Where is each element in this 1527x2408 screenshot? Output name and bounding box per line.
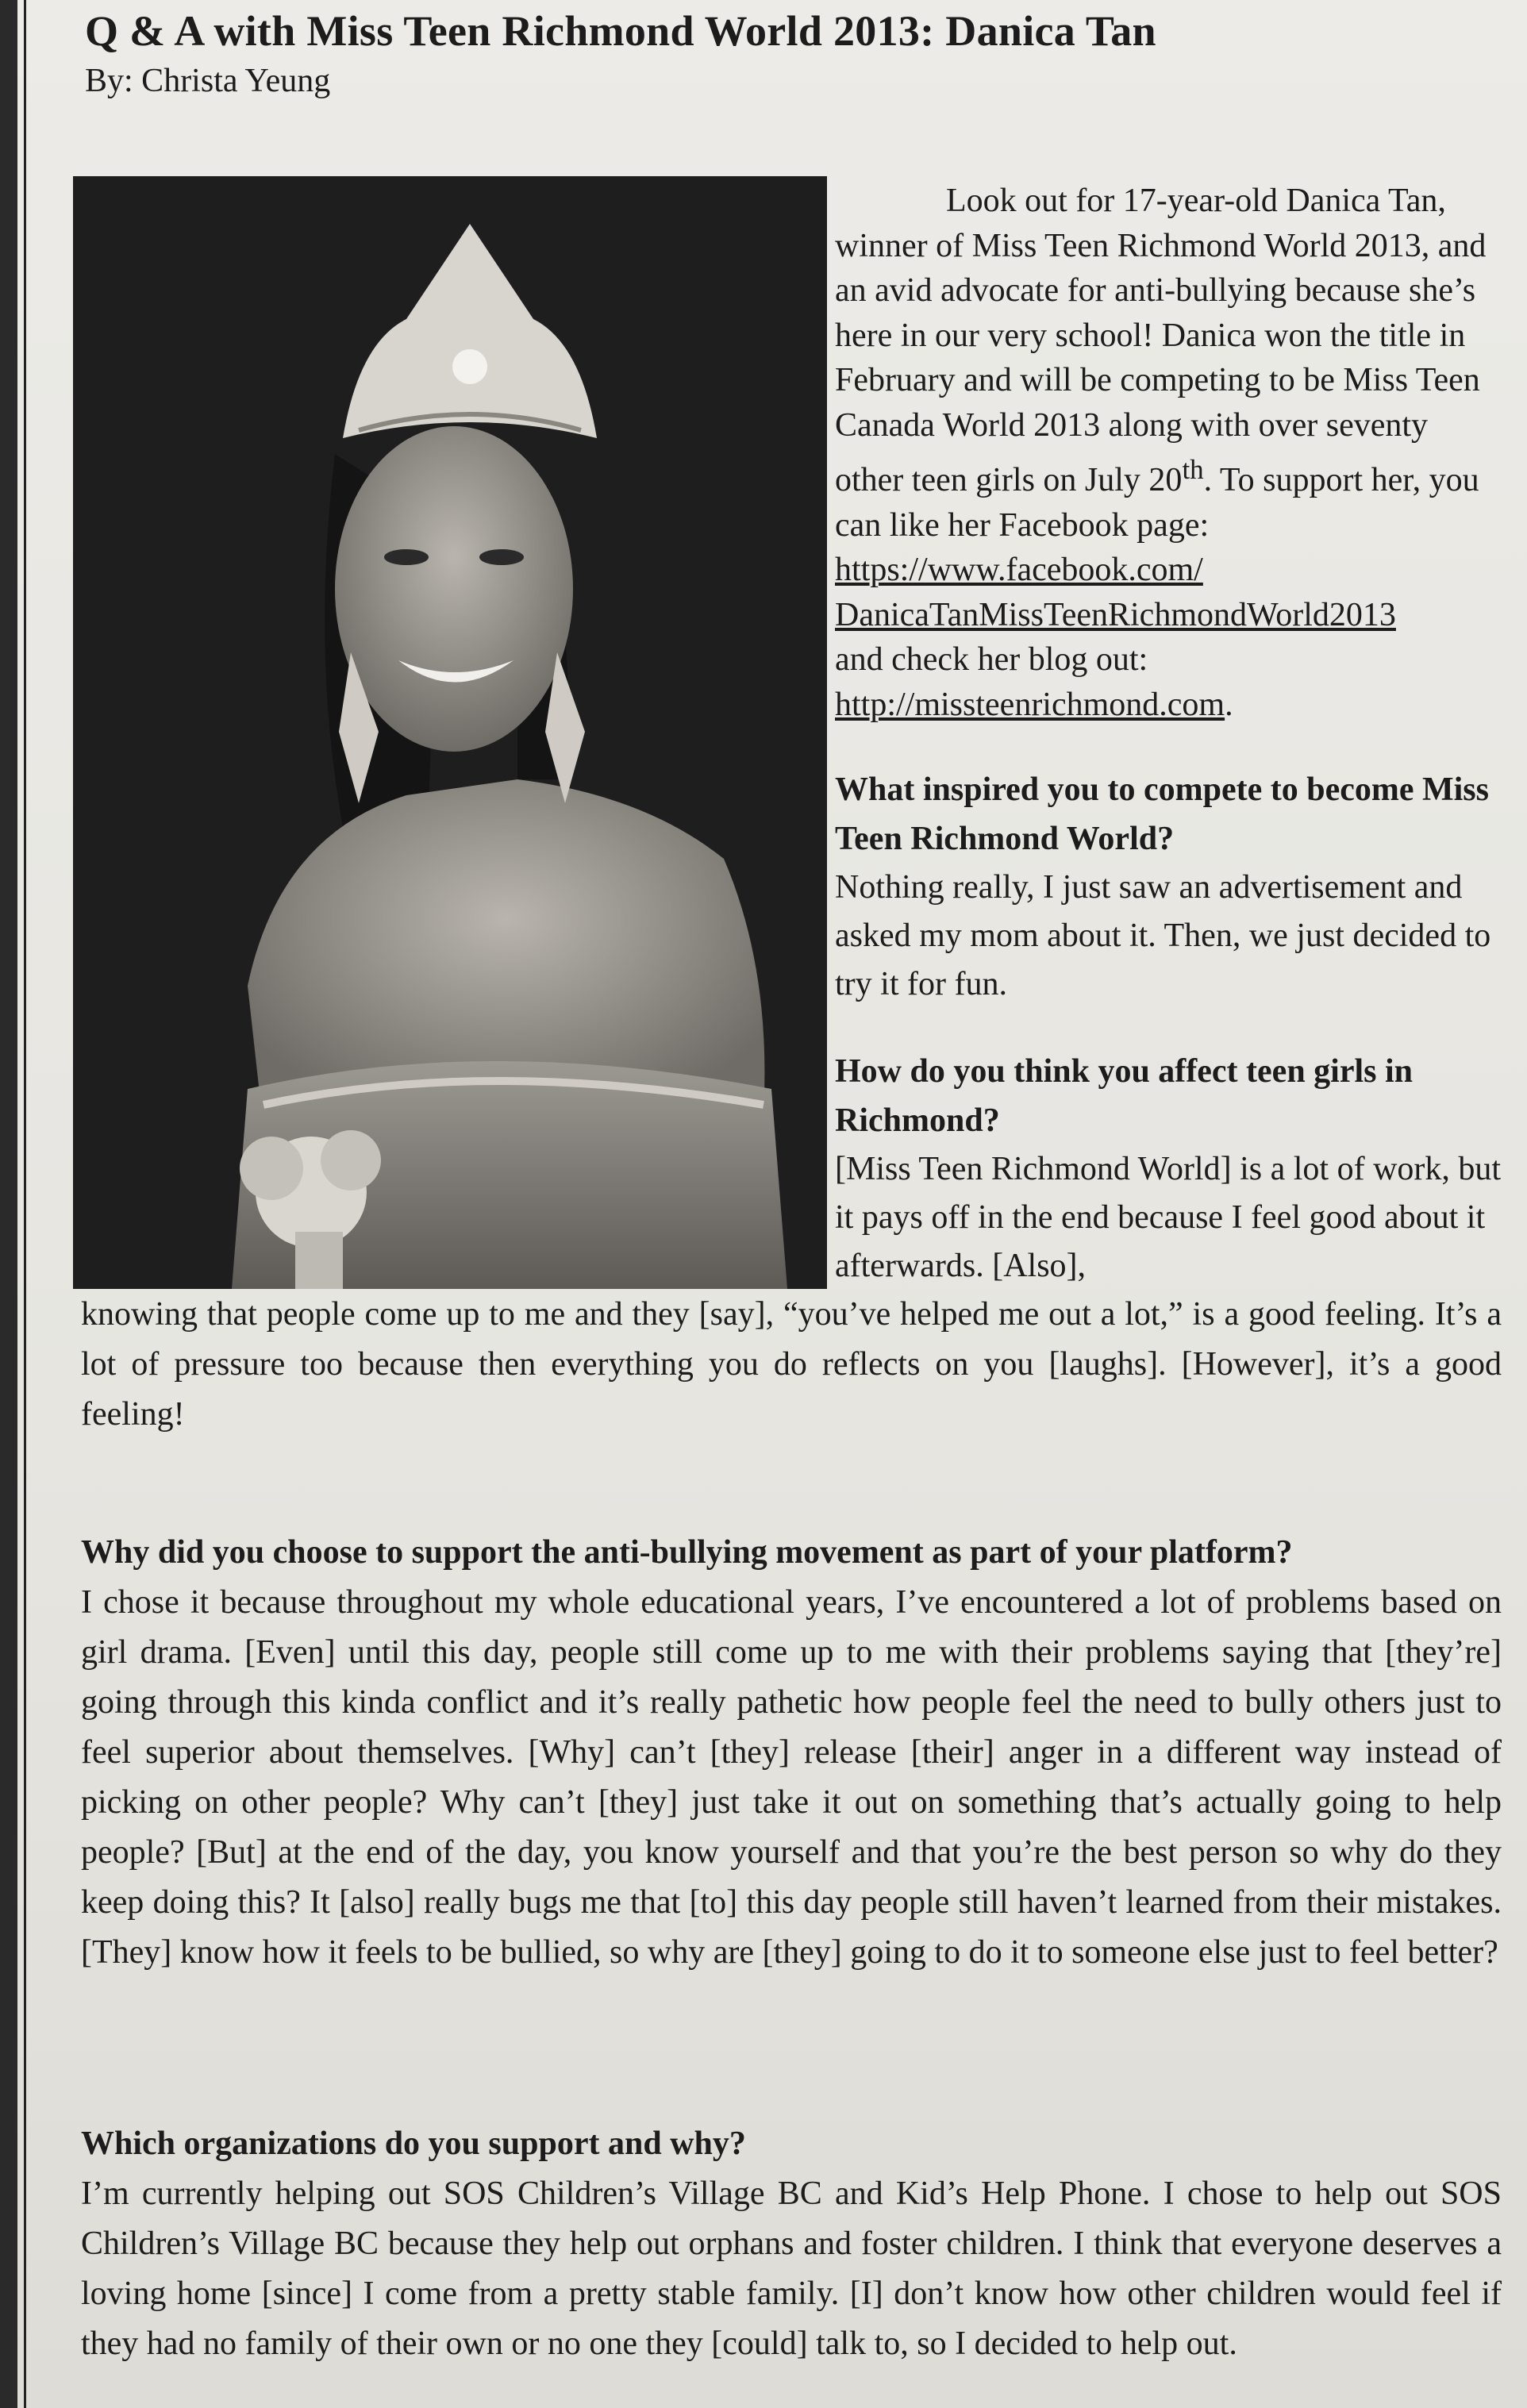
portrait-illustration: [73, 176, 827, 1289]
answer-4: I’m currently helping out SOS Children’s Village BC and Kid’s Help Phone. I chose to help out SOS Children’s Village BC because they help out orphans and foster children. I think that everyone deserves a loving home [since] I come from a pretty stable family. [I] don’t know how other children would feel if they had no family of their own or no one they [could] talk to, so I decided to help out.: [81, 2175, 1502, 2362]
newspaper-page: [17, 0, 1527, 2408]
intro-text-end: . To support her, you can like her Facebook page:: [835, 462, 1479, 544]
qa-block-4: [81, 2119, 1502, 2369]
intro-paragraph: [835, 179, 1502, 727]
article-title: Q & A with Miss Teen Richmond World 2013: Danica Tan: [85, 7, 1156, 55]
blog-text: and check her blog out:: [835, 641, 1148, 678]
intro-text: Look out for 17-year-old Danica Tan, winner of Miss Teen Richmond World 2013, and an avid advocate for anti-bullying because she’s here in our very school! Danica won the title in February and will be competing to be Miss Teen Canada World 2013 along with over seventy other teen girls on July 20: [835, 183, 1487, 498]
intro-superscript: th: [1182, 454, 1204, 485]
facebook-link[interactable]: https://www.facebook.com/: [835, 552, 1203, 588]
qa-block-3: [81, 1528, 1502, 1978]
facebook-link-continued[interactable]: DanicaTanMissTeenRichmondWorld2013: [835, 596, 1396, 633]
column-rule: [24, 0, 26, 2408]
answer-2: [Miss Teen Richmond World] is a lot of work, but it pays off in the end because I feel good about it afterwards. [Also],: [835, 1151, 1502, 1284]
intro-column: [835, 179, 1502, 1291]
answer-2-continued-block: [81, 1290, 1502, 1440]
portrait-photo: [73, 176, 827, 1289]
question-4: Which organizations do you support and why?: [81, 2125, 746, 2162]
blog-link[interactable]: http://missteenrichmond.com: [835, 686, 1225, 723]
answer-3: I chose it because throughout my whole educational years, I’ve encountered a lot of problems based on girl drama. [Even] until this day, people still come up to me with their problems saying that [they’re] going through this kinda conflict and it’s really pathetic how people feel the need to bully others just to feel superior about themselves. [Why] can’t [they] release [their] anger in a different way instead of picking on other people? Why can’t [they] just take it out on something that’s actually going to help people? [But] at the end of the day, you know yourself and that you’re the best person so why do they keep doing this? It [also] really bugs me that [to] this day people still haven’t learned from their mistakes. [They] know how it feels to be bullied, so why are [they] going to do it to someone else just to feel better?: [81, 1584, 1502, 1971]
question-3: Why did you choose to support the anti-bullying movement as part of your platform?: [81, 1534, 1293, 1571]
question-2: How do you think you affect teen girls in Richmond?: [835, 1053, 1414, 1139]
answer-2-continued: knowing that people come up to me and they [say], “you’ve helped me out a lot,” is a good feeling. It’s a lot of pressure too because then everything you do reflects on you [laughs]. [However], it’s a good feeling!: [81, 1296, 1502, 1433]
article-byline: By: Christa Yeung: [85, 63, 331, 99]
blog-period: .: [1225, 686, 1233, 723]
question-1: What inspired you to compete to become Miss Teen Richmond World?: [835, 771, 1489, 857]
answer-1: Nothing really, I just saw an advertisement and asked my mom about it. Then, we just decided to try it for fun.: [835, 869, 1491, 1002]
